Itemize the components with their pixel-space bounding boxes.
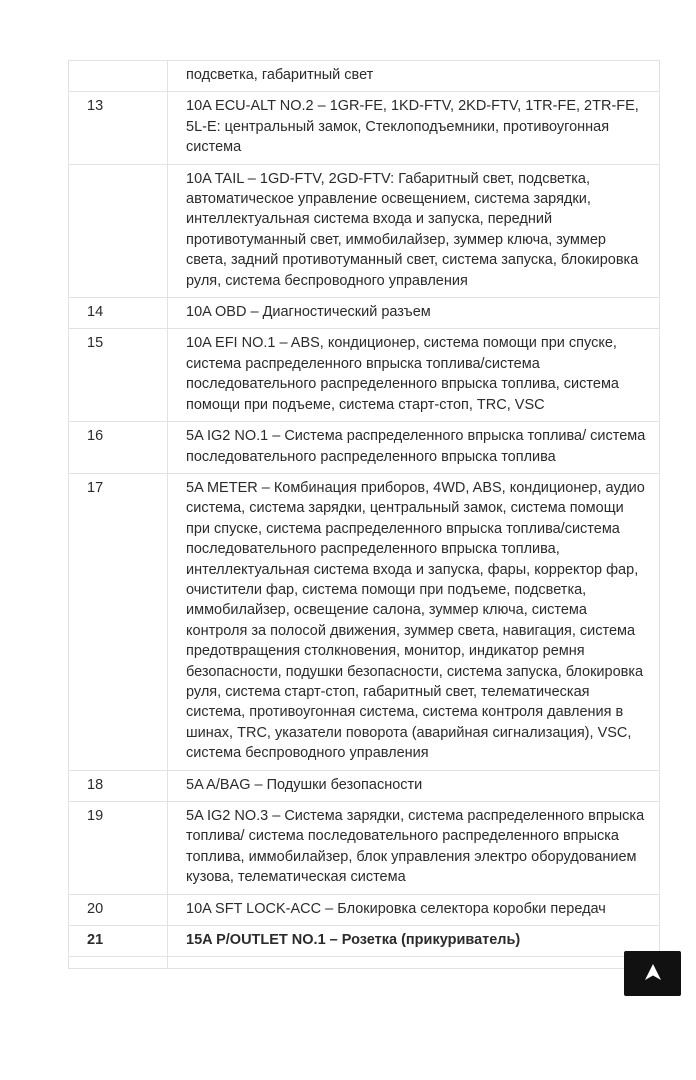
fuse-table [68, 60, 660, 969]
table-row [69, 164, 660, 297]
fuse-number: 17 [69, 473, 168, 770]
table-row [69, 802, 660, 895]
fuse-number: 19 [69, 802, 168, 895]
table-row [69, 329, 660, 422]
table-row [69, 61, 660, 92]
fuse-number: 15 [69, 329, 168, 422]
fuse-number [69, 164, 168, 297]
empty-cell [69, 957, 168, 969]
table-row-empty [69, 957, 660, 969]
empty-cell [168, 957, 660, 969]
fuse-description: 15A P/OUTLET NO.1 – Розетка (прикуриватель) [168, 926, 660, 957]
fuse-description: 5A IG2 NO.1 – Система распределенного впрыска топлива/ система последовательного распределенного впрыска топлива [168, 422, 660, 474]
table-row [69, 894, 660, 925]
arrow-up-icon [644, 963, 662, 984]
table-row [69, 422, 660, 474]
fuse-number: 14 [69, 298, 168, 329]
fuse-description: 10A SFT LOCK-ACC – Блокировка селектора коробки передач [168, 894, 660, 925]
fuse-number: 21 [69, 926, 168, 957]
fuse-description: 10A ECU-ALT NO.2 – 1GR-FE, 1KD-FTV, 2KD-FTV, 1TR-FE, 2TR-FE, 5L-E: центральный замок, Стеклоподъемники, противоугонная система [168, 92, 660, 164]
fuse-number: 18 [69, 770, 168, 801]
fuse-description: 10A OBD – Диагностический разъем [168, 298, 660, 329]
fuse-number: 16 [69, 422, 168, 474]
fuse-description: 5A METER – Комбинация приборов, 4WD, ABS, кондиционер, аудио система, система зарядки, центральный замок, система помощи при спуске, система распределенного впрыска топлива/система последовательного распределенного впрыска топлива, интеллектуальная система входа и запуска, фары, корректор фар, очистители фар, система помощи при подъеме, подсветка, иммобилайзер, освещение салона, зуммер ключа, система контроля за полосой движения, зуммер света, навигация, система предотвращения столкновения, монитор, индикатор ремня безопасности, подушки безопасности, система запуска, блокировка руля, система старт-стоп, габаритный свет, телематическая система, противоугонная система, система контроля давления в шинах, TRC, указатели поворота (аварийная сигнализация), VSC, система беспроводного управления [168, 473, 660, 770]
fuse-description: 5A A/BAG – Подушки безопасности [168, 770, 660, 801]
fuse-number [69, 61, 168, 92]
fuse-description: 10A EFI NO.1 – ABS, кондиционер, система помощи при спуске, система распределенного впрыска топлива/система последовательного распределенного впрыска топлива, система помощи при подъеме, система старт-стоп, TRC, VSC [168, 329, 660, 422]
table-row [69, 926, 660, 957]
fuse-description: подсветка, габаритный свет [168, 61, 660, 92]
table-row [69, 298, 660, 329]
fuse-description: 10A TAIL – 1GD-FTV, 2GD-FTV: Габаритный свет, подсветка, автоматическое управление освещением, система зарядки, интеллектуальная система входа и запуска, передний противотуманный свет, иммобилайзер, зуммер ключа, зуммер света, задний противотуманный свет, система запуска, блокировка руля, система беспроводного управления [168, 164, 660, 297]
fuse-description: 5A IG2 NO.3 – Система зарядки, система распределенного впрыска топлива/ система последовательного распределенного впрыска топлива, иммобилайзер, блок управления электро оборудованием кузова, телематическая система [168, 802, 660, 895]
fuse-number: 20 [69, 894, 168, 925]
table-row [69, 473, 660, 770]
table-row [69, 92, 660, 164]
table-row [69, 770, 660, 801]
fuse-number: 13 [69, 92, 168, 164]
scroll-to-top-button[interactable] [624, 951, 681, 996]
